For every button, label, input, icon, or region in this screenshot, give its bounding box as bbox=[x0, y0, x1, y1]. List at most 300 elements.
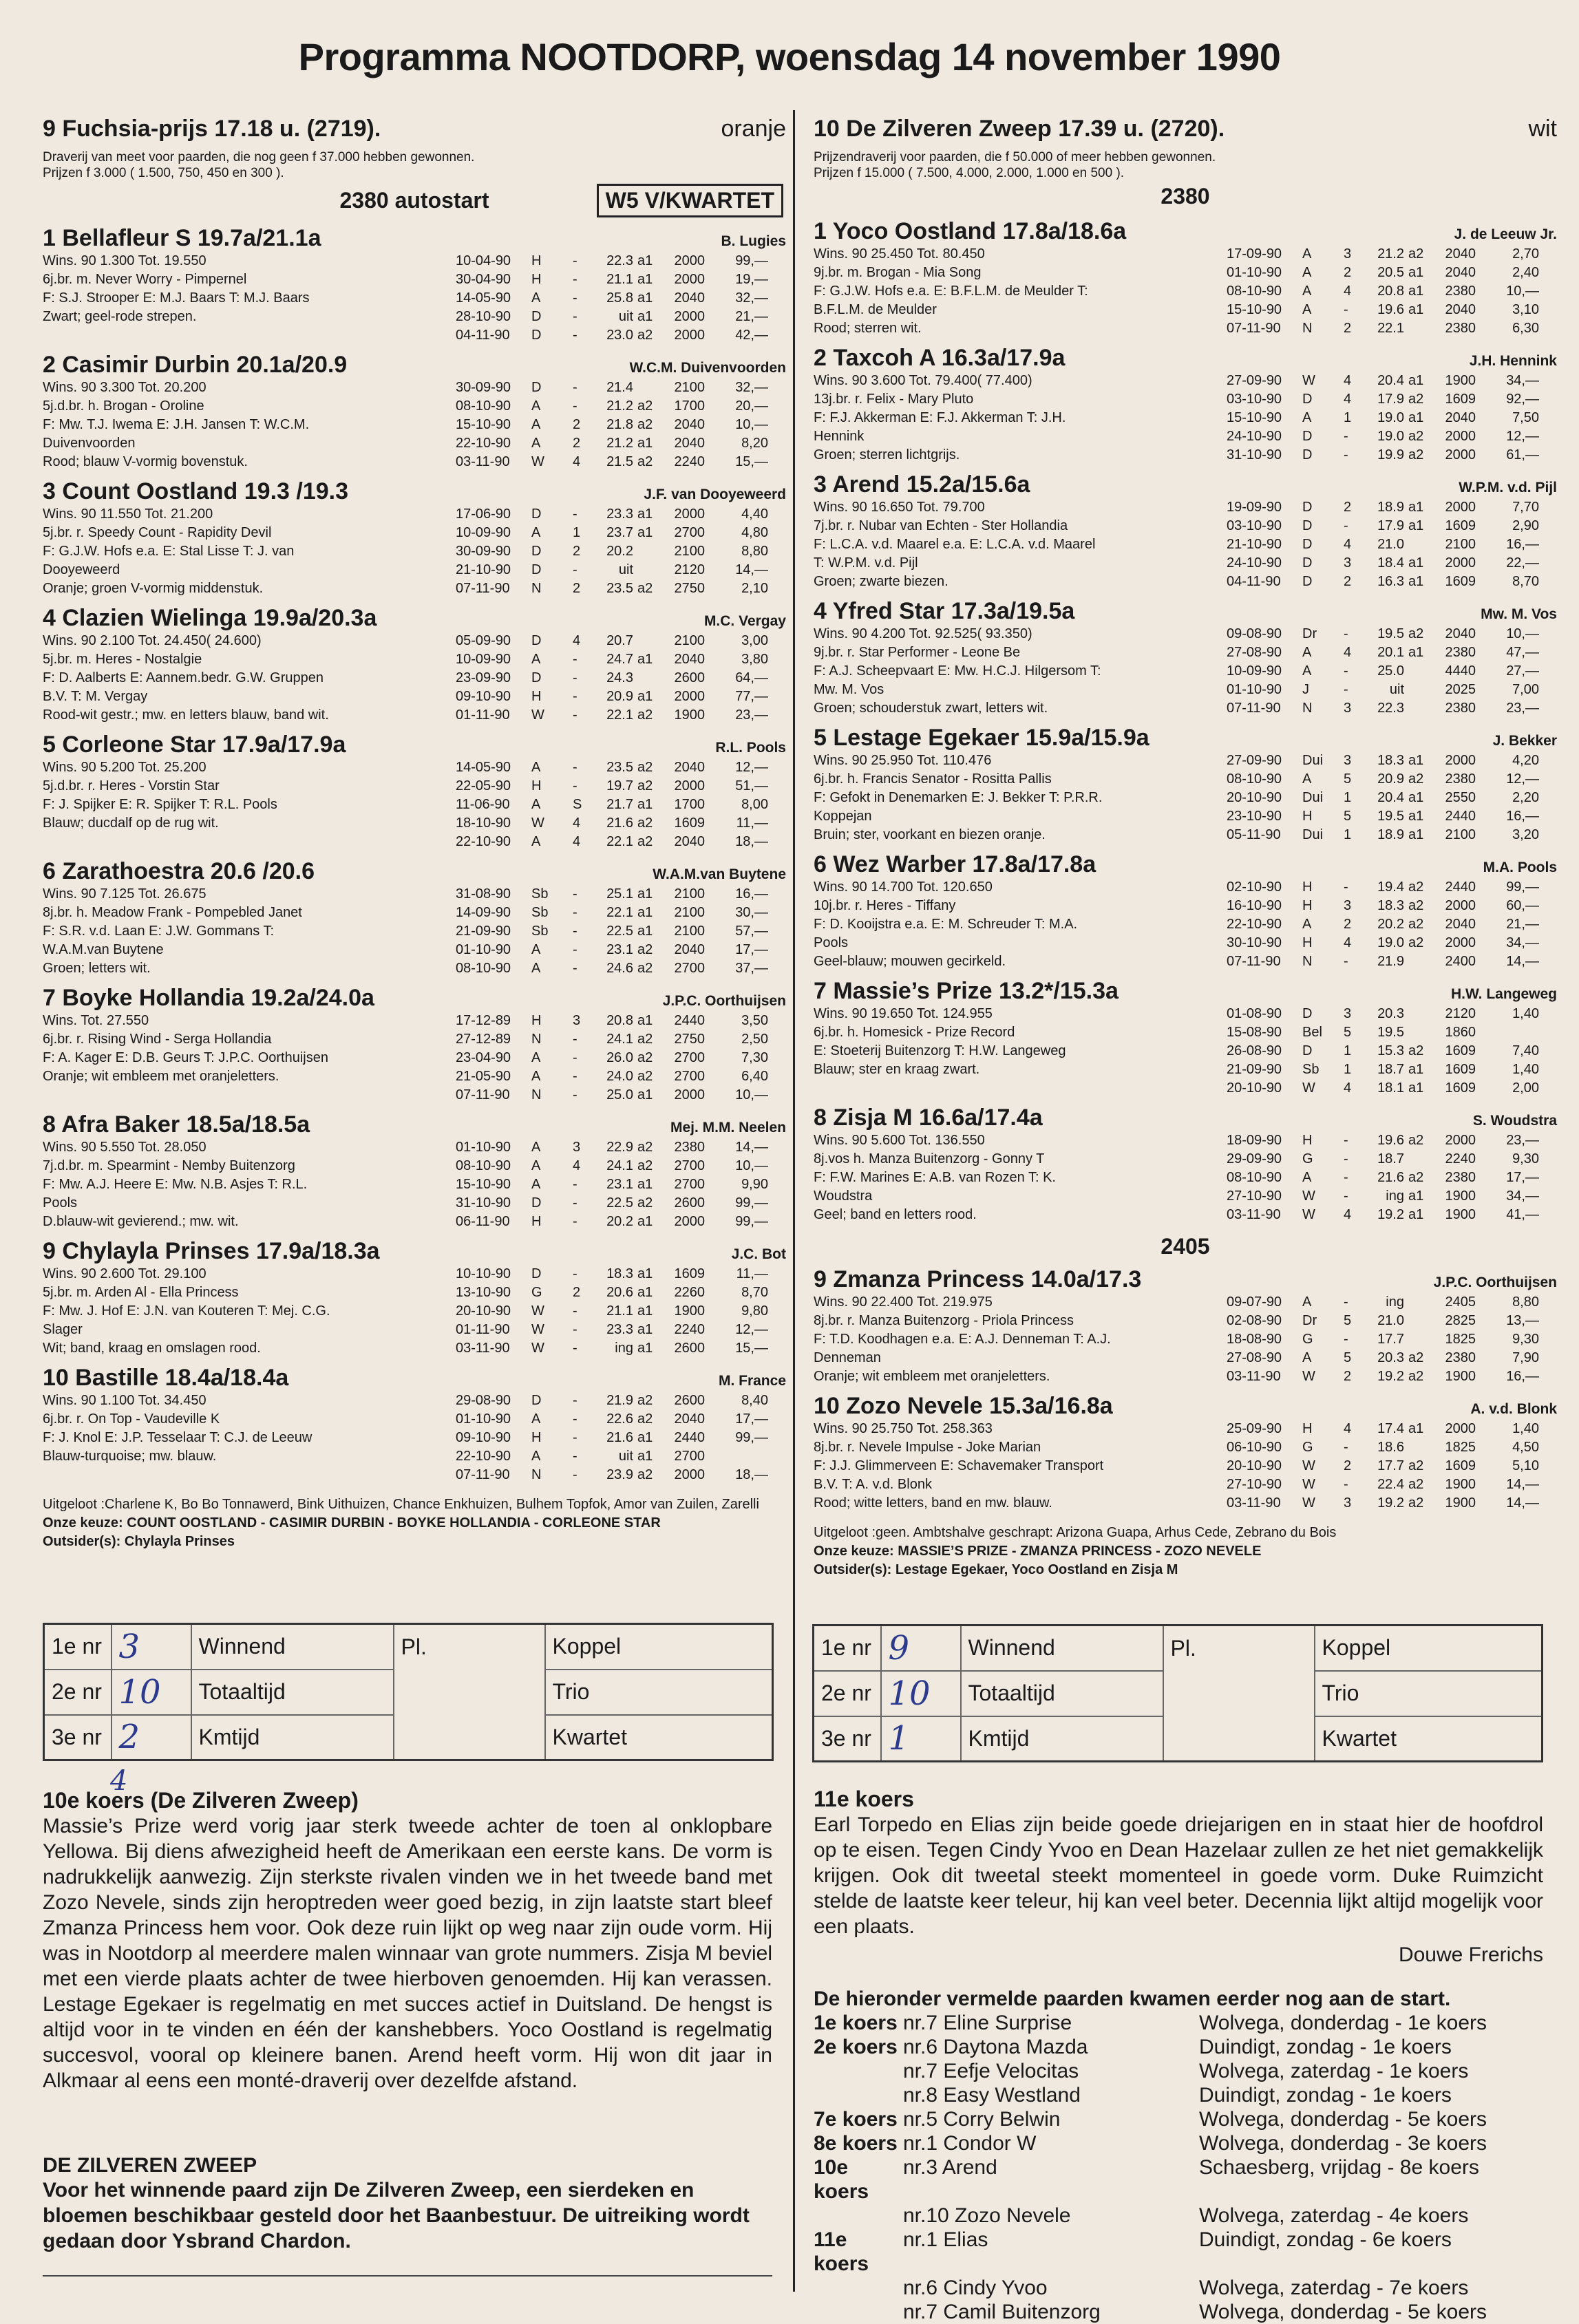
horse-header bbox=[43, 732, 786, 758]
run-track: H bbox=[531, 253, 542, 268]
run-track: W bbox=[1302, 1369, 1315, 1384]
past-run-row bbox=[456, 650, 786, 669]
result-label-1: 1e nr bbox=[44, 1624, 112, 1670]
run-time: 21.7 bbox=[606, 797, 633, 812]
horse-info-line: F: Mw. A.J. Heere E: Mw. N.B. Asjes T: R.L. bbox=[43, 1177, 308, 1192]
handwritten-number: 10 bbox=[888, 1674, 931, 1713]
run-track: D bbox=[531, 328, 542, 343]
horse-entry bbox=[43, 225, 786, 345]
horse-trainer: J.P.C. Oorthuijsen bbox=[662, 993, 786, 1009]
horse-body bbox=[814, 372, 1557, 465]
run-place: 3 bbox=[1344, 555, 1352, 571]
run-date: 27-09-90 bbox=[1227, 373, 1282, 388]
past-run-row bbox=[456, 1466, 786, 1484]
run-price: 9,80 bbox=[741, 1303, 768, 1319]
past-run-row bbox=[456, 687, 786, 706]
run-start bbox=[1408, 681, 1433, 699]
earlier-place: Wolvega, donderdag - 5e koers bbox=[1199, 2301, 1487, 2323]
run-start: a1 bbox=[637, 689, 653, 704]
horse-info-line: Pools bbox=[814, 935, 849, 950]
past-run-row bbox=[456, 1194, 786, 1213]
run-price: 11,— bbox=[736, 1266, 768, 1281]
run-start: a2 bbox=[1408, 429, 1424, 444]
run-distance: 2700 bbox=[674, 1050, 705, 1065]
earlier-horse: nr.1 Elias bbox=[903, 2228, 988, 2251]
run-distance: 2000 bbox=[1445, 555, 1476, 571]
run-date: 23-09-90 bbox=[456, 670, 511, 685]
horse-trainer: H.W. Langeweg bbox=[1450, 986, 1557, 1002]
run-date: 02-10-90 bbox=[1227, 880, 1282, 895]
run-track: W bbox=[1302, 373, 1315, 388]
run-date: 18-08-90 bbox=[1227, 1332, 1282, 1347]
run-time: 23.7 bbox=[606, 525, 633, 540]
run-track: A bbox=[1302, 302, 1312, 317]
run-track: A bbox=[531, 525, 541, 540]
horse-entry bbox=[814, 218, 1557, 338]
run-time: 20.2 bbox=[606, 1214, 633, 1229]
run-time: 21.2 bbox=[606, 398, 633, 414]
run-time: 19.5 bbox=[1377, 809, 1404, 824]
run-start: a1 bbox=[637, 1303, 653, 1319]
run-date: 22-10-90 bbox=[456, 436, 511, 451]
run-distance: 2260 bbox=[674, 1285, 705, 1300]
run-time: 22.1 bbox=[606, 834, 633, 849]
horse-info-line: Duivenvoorden bbox=[43, 436, 136, 451]
run-track: W bbox=[1302, 1495, 1315, 1511]
run-distance: 2100 bbox=[674, 905, 705, 920]
run-start: a2 bbox=[637, 1393, 653, 1408]
run-place: - bbox=[573, 1322, 577, 1337]
run-distance: 2380 bbox=[1445, 1170, 1476, 1185]
past-run-row bbox=[1227, 245, 1557, 264]
earlier-start-row bbox=[814, 2011, 1550, 2035]
run-price: 17,— bbox=[735, 942, 768, 957]
horse-trainer: M. France bbox=[718, 1373, 786, 1389]
run-price: 13,— bbox=[1506, 1313, 1539, 1328]
horse-info-line: Wins. 90 25.450 Tot. 80.450 bbox=[814, 246, 985, 262]
run-place: - bbox=[573, 942, 577, 957]
horse-body bbox=[814, 498, 1557, 591]
horse-past-runs bbox=[1227, 245, 1557, 338]
run-track: D bbox=[531, 1195, 542, 1211]
race-9-title: 9 Fuchsia-prijs 17.18 u. (2719). bbox=[43, 116, 381, 142]
horse-past-runs bbox=[1227, 751, 1557, 844]
run-track: D bbox=[531, 562, 542, 577]
run-place: - bbox=[573, 1430, 577, 1445]
run-price bbox=[1476, 1023, 1539, 1042]
run-track: A bbox=[531, 1050, 541, 1065]
run-distance: 1900 bbox=[674, 707, 705, 723]
earlier-race bbox=[814, 2204, 903, 2228]
race-9-desc-conditions: Draverij van meet voor paarden, die nog geen f 37.000 hebben gewonnen. bbox=[43, 150, 475, 164]
run-place: 5 bbox=[1344, 1350, 1352, 1365]
horse-entry bbox=[814, 1105, 1557, 1224]
run-distance: 2040 bbox=[674, 834, 705, 849]
run-place: - bbox=[1344, 1294, 1348, 1310]
earlier-start-row bbox=[814, 2035, 1550, 2059]
run-date: 02-08-90 bbox=[1227, 1313, 1282, 1328]
run-date: 10-10-90 bbox=[456, 1266, 511, 1281]
zilveren-zweep-notice bbox=[43, 2154, 772, 2254]
horse-entry bbox=[814, 1266, 1557, 1386]
race-10-distance-row bbox=[814, 181, 1557, 211]
run-date: 01-11-90 bbox=[456, 1322, 510, 1337]
run-time: uit bbox=[618, 309, 633, 324]
past-run-row bbox=[456, 706, 786, 725]
run-price: 3,50 bbox=[741, 1013, 768, 1028]
run-distance: 2100 bbox=[674, 886, 705, 902]
run-track: A bbox=[1302, 1350, 1312, 1365]
run-track: D bbox=[1302, 1006, 1313, 1021]
earlier-start-row bbox=[814, 2155, 1550, 2204]
run-date: 08-10-90 bbox=[456, 398, 511, 414]
run-track: G bbox=[1302, 1440, 1313, 1455]
run-time: 24.1 bbox=[606, 1032, 633, 1047]
earlier-place: Schaesberg, vrijdag - 8e koers bbox=[1199, 2156, 1479, 2179]
run-date: 29-09-90 bbox=[1227, 1151, 1282, 1166]
run-distance: 2400 bbox=[1445, 954, 1476, 969]
run-place: - bbox=[573, 778, 577, 793]
zilveren-zweep-title: DE ZILVEREN ZWEEP bbox=[43, 2154, 257, 2177]
run-start: a2 bbox=[637, 760, 653, 775]
run-place: 4 bbox=[1344, 935, 1352, 950]
handwritten-number: 9 bbox=[888, 1628, 910, 1667]
run-distance: 2600 bbox=[674, 1341, 705, 1356]
horse-name: 2 Casimir Durbin 20.1a/20.9 bbox=[43, 352, 348, 378]
run-price: 10,— bbox=[735, 417, 768, 432]
run-distance: 2040 bbox=[1445, 302, 1476, 317]
run-start: a2 bbox=[637, 328, 653, 343]
run-start: a1 bbox=[637, 924, 653, 939]
horse-entry bbox=[814, 1393, 1557, 1513]
run-distance: 2440 bbox=[674, 1013, 705, 1028]
horse-header bbox=[814, 345, 1557, 372]
horse-info bbox=[814, 878, 1227, 971]
earlier-race: 11e koers bbox=[814, 2228, 869, 2275]
run-start: a1 bbox=[637, 290, 653, 306]
past-run-row bbox=[1227, 517, 1557, 535]
run-distance: 2700 bbox=[674, 961, 705, 976]
run-start: a2 bbox=[1408, 1477, 1424, 1492]
horse-body bbox=[43, 1138, 786, 1231]
past-run-row bbox=[456, 1213, 786, 1231]
result-label-3: 3e nr bbox=[814, 1716, 881, 1762]
run-time: 21.0 bbox=[1377, 1313, 1404, 1328]
horse-name: 7 Boyke Hollandia 19.2a/24.0a bbox=[43, 985, 374, 1011]
horse-info-line: 9j.br. r. Star Performer - Leone Be bbox=[814, 645, 1021, 660]
run-time: 24.7 bbox=[606, 652, 633, 667]
earlier-horse: nr.3 Arend bbox=[903, 2156, 997, 2179]
run-time: 22.1 bbox=[606, 707, 633, 723]
run-time: ing bbox=[1386, 1294, 1404, 1310]
run-track: H bbox=[1302, 935, 1313, 950]
past-run-row bbox=[1227, 934, 1557, 952]
race-10-outsider: Outsider(s): Lestage Egekaer, Yoco Oostland en Zisja M bbox=[814, 1562, 1178, 1577]
run-start: a1 bbox=[637, 1285, 653, 1300]
run-start bbox=[1408, 319, 1433, 338]
horse-header bbox=[814, 851, 1557, 878]
result-cell-kmtijd: Kmtijd bbox=[961, 1716, 1163, 1762]
horse-info bbox=[814, 751, 1227, 844]
run-distance: 2120 bbox=[674, 562, 705, 577]
run-date: 07-11-90 bbox=[1227, 701, 1281, 716]
run-date: 11-06-90 bbox=[456, 797, 510, 812]
earlier-place: Wolvega, zaterdag - 7e koers bbox=[1199, 2277, 1469, 2299]
run-start: a2 bbox=[1408, 771, 1424, 787]
horse-info-line: F: D. Aalberts E: Aannem.bedr. G.W. Gruppen bbox=[43, 670, 324, 685]
horse-info-line: Wins. 90 3.600 Tot. 79.400( 77.400) bbox=[814, 373, 1032, 388]
run-distance: 1825 bbox=[1445, 1440, 1476, 1455]
run-track: Bel bbox=[1302, 1025, 1322, 1040]
run-distance: 2380 bbox=[1445, 284, 1476, 299]
run-place: - bbox=[573, 905, 577, 920]
run-track: W bbox=[1302, 1458, 1315, 1473]
run-distance: 2550 bbox=[1445, 790, 1476, 805]
run-date: 31-08-90 bbox=[456, 886, 511, 902]
past-run-row bbox=[456, 669, 786, 687]
horse-past-runs bbox=[456, 758, 786, 851]
column-divider bbox=[793, 110, 795, 2292]
run-track: A bbox=[1302, 663, 1312, 679]
run-price: 16,— bbox=[1506, 537, 1539, 552]
run-price: 3,10 bbox=[1512, 302, 1539, 317]
run-price: 1,40 bbox=[1512, 1006, 1539, 1021]
horse-info-line: W.A.M.van Buytene bbox=[43, 942, 164, 957]
run-time: 21.2 bbox=[1377, 246, 1404, 262]
horse-info-line: 5j.br. m. Heres - Nostalgie bbox=[43, 652, 202, 667]
run-price: 21,— bbox=[735, 309, 768, 324]
past-run-row bbox=[1227, 915, 1557, 934]
run-start: a2 bbox=[1408, 1350, 1424, 1365]
run-track: D bbox=[1302, 447, 1313, 462]
run-start bbox=[1408, 1005, 1433, 1023]
past-run-row bbox=[456, 579, 786, 598]
past-run-row bbox=[456, 1392, 786, 1410]
run-track: A bbox=[531, 942, 541, 957]
run-track: H bbox=[531, 778, 542, 793]
horse-info-line: 8j.br. r. Nevele Impulse - Joke Marian bbox=[814, 1440, 1041, 1455]
past-run-row bbox=[1227, 1150, 1557, 1169]
run-track: A bbox=[531, 290, 541, 306]
horse-info bbox=[43, 1138, 456, 1231]
earlier-starts-list bbox=[814, 2011, 1550, 2324]
earlier-race: 10e koers bbox=[814, 2156, 869, 2203]
earlier-start-row bbox=[814, 2204, 1550, 2228]
run-date: 01-10-90 bbox=[456, 1411, 511, 1427]
run-place: - bbox=[573, 253, 577, 268]
run-place: 2 bbox=[573, 581, 581, 596]
run-distance: 2240 bbox=[674, 1322, 705, 1337]
run-track: A bbox=[1302, 771, 1312, 787]
run-price: 3,80 bbox=[741, 652, 768, 667]
run-price: 4,40 bbox=[741, 507, 768, 522]
run-place: - bbox=[573, 1087, 577, 1102]
run-track: A bbox=[531, 417, 541, 432]
run-start bbox=[637, 379, 662, 397]
run-track: D bbox=[1302, 555, 1313, 571]
past-run-row bbox=[456, 833, 786, 851]
run-place: - bbox=[573, 309, 577, 324]
run-track: D bbox=[531, 670, 542, 685]
run-start: a2 bbox=[1408, 917, 1424, 932]
run-time: 16.3 bbox=[1377, 574, 1404, 589]
run-track: A bbox=[1302, 1294, 1312, 1310]
run-start: a2 bbox=[637, 454, 653, 469]
horse-info bbox=[814, 1293, 1227, 1386]
horse-info-line: 8j.vos h. Manza Buitenzorg - Gonny T bbox=[814, 1151, 1045, 1166]
past-run-row bbox=[1227, 1042, 1557, 1060]
run-time: 17.7 bbox=[1377, 1332, 1404, 1347]
run-distance: 2600 bbox=[674, 670, 705, 685]
past-run-row bbox=[456, 758, 786, 777]
run-distance: 2040 bbox=[674, 1411, 705, 1427]
handwritten-number: 3 bbox=[118, 1627, 140, 1666]
run-time: 19.0 bbox=[1377, 429, 1404, 444]
past-run-row bbox=[456, 1447, 786, 1466]
run-date: 08-10-90 bbox=[1227, 771, 1282, 787]
run-distance: 1700 bbox=[674, 398, 705, 414]
run-date: 14-05-90 bbox=[456, 290, 511, 306]
run-time: 18.3 bbox=[1377, 753, 1404, 768]
run-price: 34,— bbox=[1506, 935, 1539, 950]
horse-info-line: Wins. 90 5.550 Tot. 28.050 bbox=[43, 1140, 206, 1155]
run-distance: 1860 bbox=[1445, 1025, 1476, 1040]
run-place: 3 bbox=[573, 1140, 581, 1155]
horse-info bbox=[43, 632, 456, 725]
run-place: 4 bbox=[1344, 373, 1352, 388]
run-price: 51,— bbox=[735, 778, 768, 793]
run-date: 06-11-90 bbox=[456, 1214, 510, 1229]
horse-past-runs bbox=[456, 1265, 786, 1358]
race-9-column bbox=[43, 116, 786, 1551]
run-track: H bbox=[531, 1013, 542, 1028]
horse-info bbox=[814, 1005, 1227, 1098]
result-handwritten-1 bbox=[112, 1624, 191, 1670]
past-run-row bbox=[1227, 554, 1557, 573]
run-time: 24.3 bbox=[606, 670, 633, 685]
run-place: 2 bbox=[573, 544, 581, 559]
run-track: W bbox=[531, 1322, 544, 1337]
run-place: - bbox=[1344, 1332, 1348, 1347]
run-date: 08-10-90 bbox=[456, 1158, 511, 1173]
horse-info bbox=[814, 372, 1227, 465]
run-time: 18.9 bbox=[1377, 500, 1404, 515]
run-place: - bbox=[1344, 663, 1348, 679]
horse-info bbox=[814, 245, 1227, 338]
horse-body bbox=[43, 505, 786, 598]
run-time: 19.7 bbox=[606, 778, 633, 793]
run-place: - bbox=[573, 886, 577, 902]
horse-past-runs bbox=[456, 632, 786, 725]
run-start: a1 bbox=[1408, 1080, 1424, 1096]
run-start: a2 bbox=[1408, 935, 1424, 950]
past-run-row bbox=[456, 1302, 786, 1321]
run-time: 21.1 bbox=[606, 1303, 633, 1319]
run-price: 7,00 bbox=[1512, 682, 1539, 697]
horse-name: 2 Taxcoh A 16.3a/17.9a bbox=[814, 345, 1066, 371]
run-price: 8,00 bbox=[741, 797, 768, 812]
race-9-keuze: Onze keuze: COUNT OOSTLAND - CASIMIR DURBIN - BOYKE HOLLANDIA - CORLEONE STAR bbox=[43, 1515, 661, 1531]
run-start: a2 bbox=[637, 815, 653, 831]
horse-name: 10 Bastille 18.4a/18.4a bbox=[43, 1365, 289, 1391]
run-place: - bbox=[573, 1266, 577, 1281]
run-place: 5 bbox=[1344, 771, 1352, 787]
result-cell-totaaltijd: Totaaltijd bbox=[191, 1670, 394, 1715]
run-track: A bbox=[531, 652, 541, 667]
horse-body bbox=[814, 1420, 1557, 1513]
run-price: 92,— bbox=[1506, 392, 1539, 407]
run-start: a1 bbox=[1408, 302, 1424, 317]
run-distance: 1825 bbox=[1445, 1332, 1476, 1347]
horse-info-line: Rood; sterren wit. bbox=[814, 321, 922, 336]
earlier-start-row bbox=[814, 2083, 1550, 2107]
run-place: - bbox=[573, 507, 577, 522]
run-track: W bbox=[531, 707, 544, 723]
run-start: a1 bbox=[637, 1177, 653, 1192]
run-price: 57,— bbox=[735, 924, 768, 939]
horse-info-line: Wins. 90 22.400 Tot. 219.975 bbox=[814, 1294, 993, 1310]
past-run-row bbox=[1227, 1312, 1557, 1330]
run-place: - bbox=[1344, 429, 1348, 444]
past-run-row bbox=[456, 814, 786, 833]
run-place: - bbox=[1344, 447, 1348, 462]
horse-info-line: Zwart; geel-rode strepen. bbox=[43, 309, 197, 324]
past-run-row bbox=[1227, 1187, 1557, 1206]
past-run-row bbox=[456, 505, 786, 524]
run-date: 05-11-90 bbox=[1227, 827, 1281, 842]
horse-info-line: Rood; witte letters, band en mw. blauw. bbox=[814, 1495, 1052, 1511]
run-date: 27-10-90 bbox=[1227, 1188, 1282, 1204]
run-time: 22.5 bbox=[606, 1195, 633, 1211]
run-track: Dui bbox=[1302, 790, 1324, 805]
run-time: 23.5 bbox=[606, 760, 633, 775]
run-track: N bbox=[1302, 321, 1313, 336]
article-11e-koers-body: Earl Torpedo en Elias zijn beide goede driejarigen en in staat hier de hoofdrol op te eisen. Tegen Cindy Yvoo en Dean Hazelaar zullen ze het niet gemakkelijk krijgen. Ook dit tweetal steekt momenteel in goede vorm. Duke Ruimzicht stelde de laatste keer teleur, hij kan veel beter. Decennia lijkt altijd mogelijk voor een plaats. bbox=[814, 1813, 1543, 1938]
run-price: 14,— bbox=[1506, 954, 1539, 969]
run-distance: 2380 bbox=[1445, 645, 1476, 660]
run-place: 2 bbox=[1344, 321, 1352, 336]
run-start: a1 bbox=[637, 1266, 653, 1281]
earlier-start-row bbox=[814, 2300, 1550, 2324]
article-10e-koers bbox=[43, 1788, 772, 2093]
horse-trainer: Mej. M.M. Neelen bbox=[670, 1120, 786, 1136]
run-place: 1 bbox=[1344, 1062, 1352, 1077]
horse-trainer: Mw. M. Vos bbox=[1481, 606, 1557, 622]
past-run-row bbox=[456, 632, 786, 650]
run-track: D bbox=[531, 1266, 542, 1281]
run-price: 14,— bbox=[1506, 1495, 1539, 1511]
run-start: a1 bbox=[1408, 753, 1424, 768]
run-track: D bbox=[1302, 500, 1313, 515]
run-time: 20.4 bbox=[1377, 373, 1404, 388]
run-date: 03-11-90 bbox=[1227, 1207, 1281, 1222]
horse-info-line: F: D. Kooijstra e.a. E: M. Schreuder T: M.A. bbox=[814, 917, 1078, 932]
run-start: a1 bbox=[637, 652, 653, 667]
horse-body bbox=[43, 1012, 786, 1105]
run-start: a2 bbox=[637, 707, 653, 723]
horse-info-line: Hennink bbox=[814, 429, 865, 444]
run-time: 20.9 bbox=[1377, 771, 1404, 787]
run-distance: 2000 bbox=[674, 272, 705, 287]
run-distance: 2040 bbox=[674, 436, 705, 451]
horse-info-line: Oranje; groen V-vormig middenstuk. bbox=[43, 581, 264, 596]
article-10e-koers-title: 10e koers (De Zilveren Zweep) bbox=[43, 1788, 359, 1813]
earlier-horse: nr.8 Easy Westland bbox=[903, 2084, 1081, 2107]
run-date: 08-10-90 bbox=[1227, 284, 1282, 299]
run-start bbox=[1408, 1330, 1433, 1349]
run-distance: 1900 bbox=[1445, 373, 1476, 388]
run-date: 06-10-90 bbox=[1227, 1440, 1282, 1455]
